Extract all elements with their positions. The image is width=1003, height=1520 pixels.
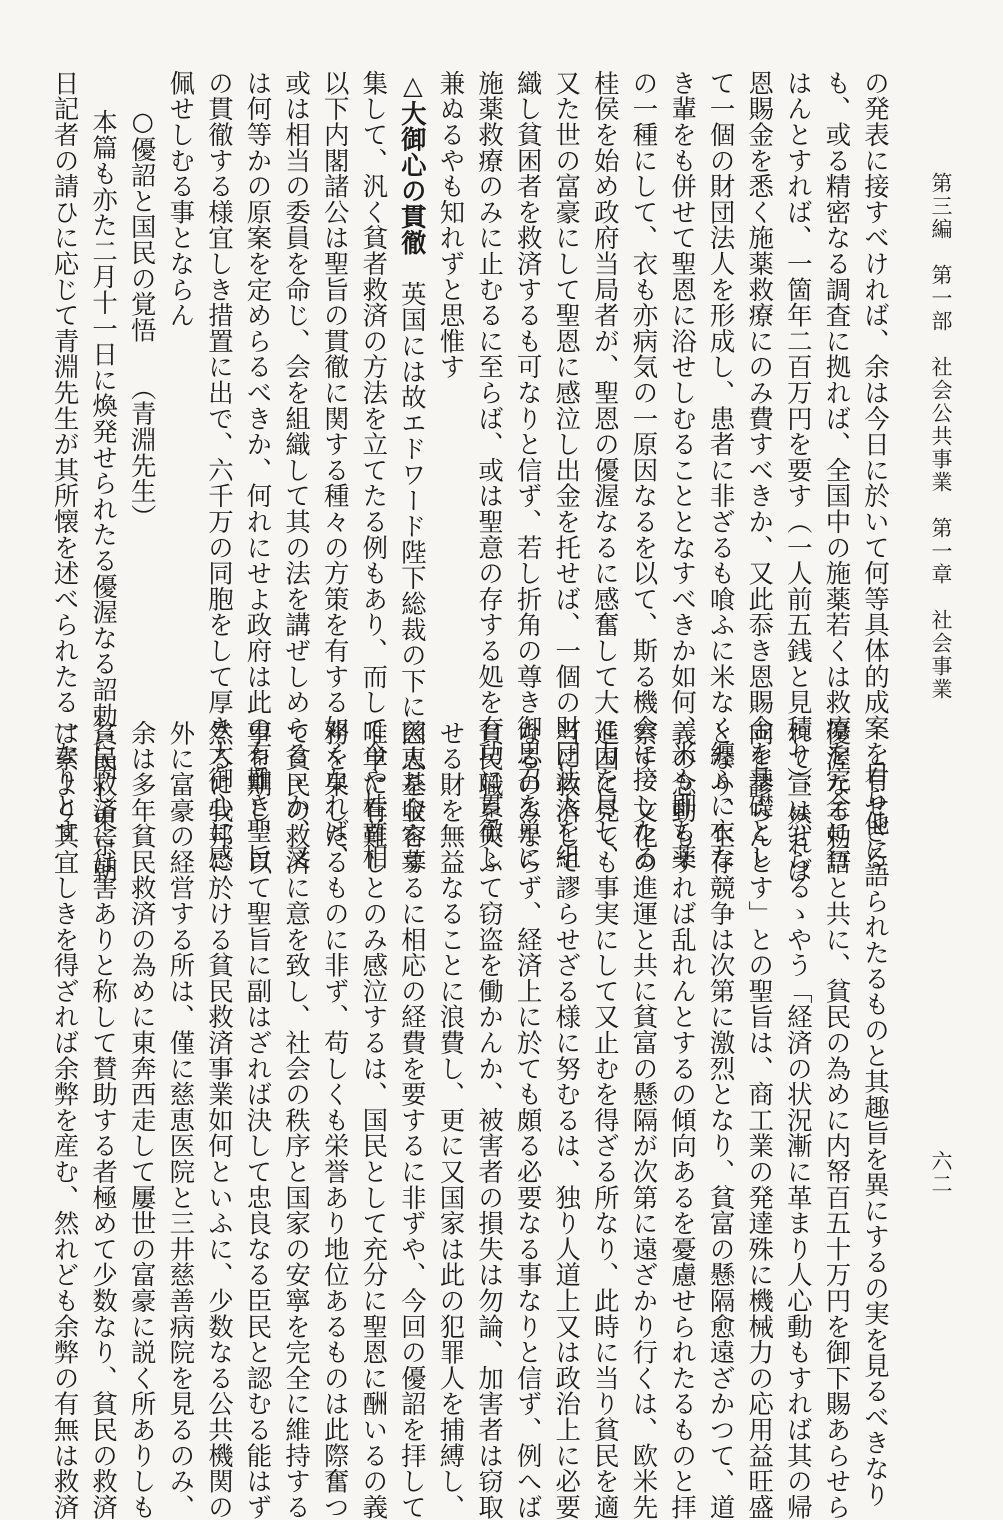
section-mark: △大御心の貫徹 [397,70,428,256]
text-line: 当に救済して謬らせざる様に努むるは、独り人道上又は政治上に必要 [552,720,583,1520]
text-line: 貧民職を失ふて窃盗を働かんか、被害者の損失は勿論、加害者は窃取 [475,720,506,1520]
text-line: 兼ぬるやも知れずと思惟す [436,70,467,380]
text-line: の一種にして、衣も亦病気の一原因なるを以て、斯る機会に接したる [629,70,660,870]
text-block-bottom [50,720,895,1520]
text-line: 自ら他に語られたるものと其趣旨を異にするの実を見るべきなり [861,759,891,1508]
text-line: 余は多年貧民救済の為めに東奔西走して屢世の富豪に説く所ありしも [127,720,158,1520]
text-line: の発表に接すべければ、余は今日に於いて何等具体的成案を有せざる [861,70,891,870]
text-line: て貧民の救済に意を致し、社会の秩序と国家の安寧を完全に維持する [282,720,313,1520]
text-line: は素より其宜しきを得ざれば余弊を産む、然れども余弊の有無は救済 [50,720,81,1520]
text-fragment: 英国には故エドワード陛下総裁の下に慈恵基金を募 [397,281,428,875]
text-line: 日記者の請ひに応じて青淵先生が其所懐を述べられたる一なりとす [50,70,81,844]
text-line: 又た世の富豪にして聖恩に感泣し出金を托せば、一個の財団法人を組 [552,70,583,870]
text-line: の貫徹する様宜しき措置に出で、六千万の同胞をして厚き大御心に感 [204,70,235,870]
text-line: れて宣はせらるゝやう「経済の状況漸に革まり人心動もすれば其の帰 [783,720,814,1520]
text-line: はんとすれば、一箇年二百万円を要す（一人前五銭と見積り）、然れば [783,70,814,883]
text-line: 向を謬らんとす」との聖旨は、商工業の発達殊に機械力の応用益旺盛 [745,720,776,1520]
text-line: 織し貧困者を救済するも可なりと信ず、若し折角の尊き御思召を単に [513,70,544,870]
text-line: 事を期し、以て聖旨に副はざれば決して忠良なる臣民と認むる能はず [243,720,274,1520]
text-line: 唯単に有難しとのみ感泣するは、国民として充分に聖恩に酬いるの義 [359,720,390,1520]
page-number: 六二 [929,1150,953,1196]
text-line: 施薬救療のみに止むるに至らば、或は聖意の存する処を有功に貫徹し [475,70,506,870]
text-line: 優渥なる勅語と共に、貧民の為めに内帑百五十万円を御下賜あらせら [822,720,853,1520]
text-line: 察す、文化の進運と共に貧富の懸隔が次第に遠ざかり行くは、欧米先 [629,720,660,1520]
subheading: ○優詔と国民の覚悟 [127,105,158,343]
text-line: 囚人を収容するに相応の経費を要するに非ずや、今回の優詔を拝して [397,720,428,1520]
text-line: 或は相当の委員を命じ、会を組織して其の法を講ぜしめらるゝか、又 [282,70,313,870]
text-line: 桂侯を始め政府当局者が、聖恩の優渥なるに感奮して大に力を尽し、 [590,70,621,870]
text-line: 外に富豪の経営する所は、僅に慈恵医院と三井慈善病院を見るのみ、 [166,720,197,1520]
running-header: 第三編 第一部 社会公共事業 第一章 社会事業 [929,172,953,701]
text-line: 義の念動もすれば乱れんとするの傾向あるを憂慮せられたるものと拝 [668,720,699,1520]
text-line: 以下内閣諸公は聖旨の貫徹に関する種々の方策を有する如くなれば、 [320,70,351,870]
section-heading-line [393,70,432,875]
text-line: 貧民救済には害ありと称して賛助する者極めて少数なり、貧民の救済 [89,720,120,1520]
subheading-line [123,70,162,700]
text-line: 務を果したるものに非ず、苟しくも栄誉あり地位あるものは此際奮つ [320,720,351,1520]
text-line: 集して、汎く貧者救済の方法を立てたる例もあり、而して今や桂首相 [359,70,390,870]
text-line: 進国に見ても事実にして又止むを得ざる所なり、此時に当り貧民を適 [590,720,621,1520]
text-line: て一個の財団法人を形成し、患者に非ざるも喰ふに米なく纏ふに衣な [706,70,737,870]
text-line: き輩をも併せて聖恩に浴せしむることとなすべきか如何、米も即ち薬 [668,70,699,870]
text-line: 恩賜金を悉く施薬救療にのみ費すべきか、又此忝き恩賜金を基礎とし [745,70,776,870]
text-line: なるのみならず、経済上に於ても頗る必要なる事なりと信ず、例へば [513,720,544,1520]
text-line: は何等かの原案を定めらるべきか、何れにせよ政府は此の有難き聖旨 [243,70,274,870]
text-line: も、或る精密なる調査に拠れば、全国中の施薬若くは救療を完全に行 [822,70,853,870]
text-line: 然るに我邦に於ける貧民救済事業如何といふに、少数なる公共機関の [204,720,235,1520]
text-line: 佩せしむる事とならん [166,70,197,328]
text-line: となり、生存競争は次第に激烈となり、貧富の懸隔愈遠ざかつて、道 [706,720,737,1520]
text-line: せる財を無益なることに浪費し、更に又国家は此の犯罪人を捕縛し、 [436,720,467,1520]
text-line: 本篇も亦た二月十一日に煥発せられたる優渥なる詔勅に関し東京朝 [89,109,120,884]
subheading-author: （青淵先生） [127,375,158,531]
text-block-top [50,70,895,884]
